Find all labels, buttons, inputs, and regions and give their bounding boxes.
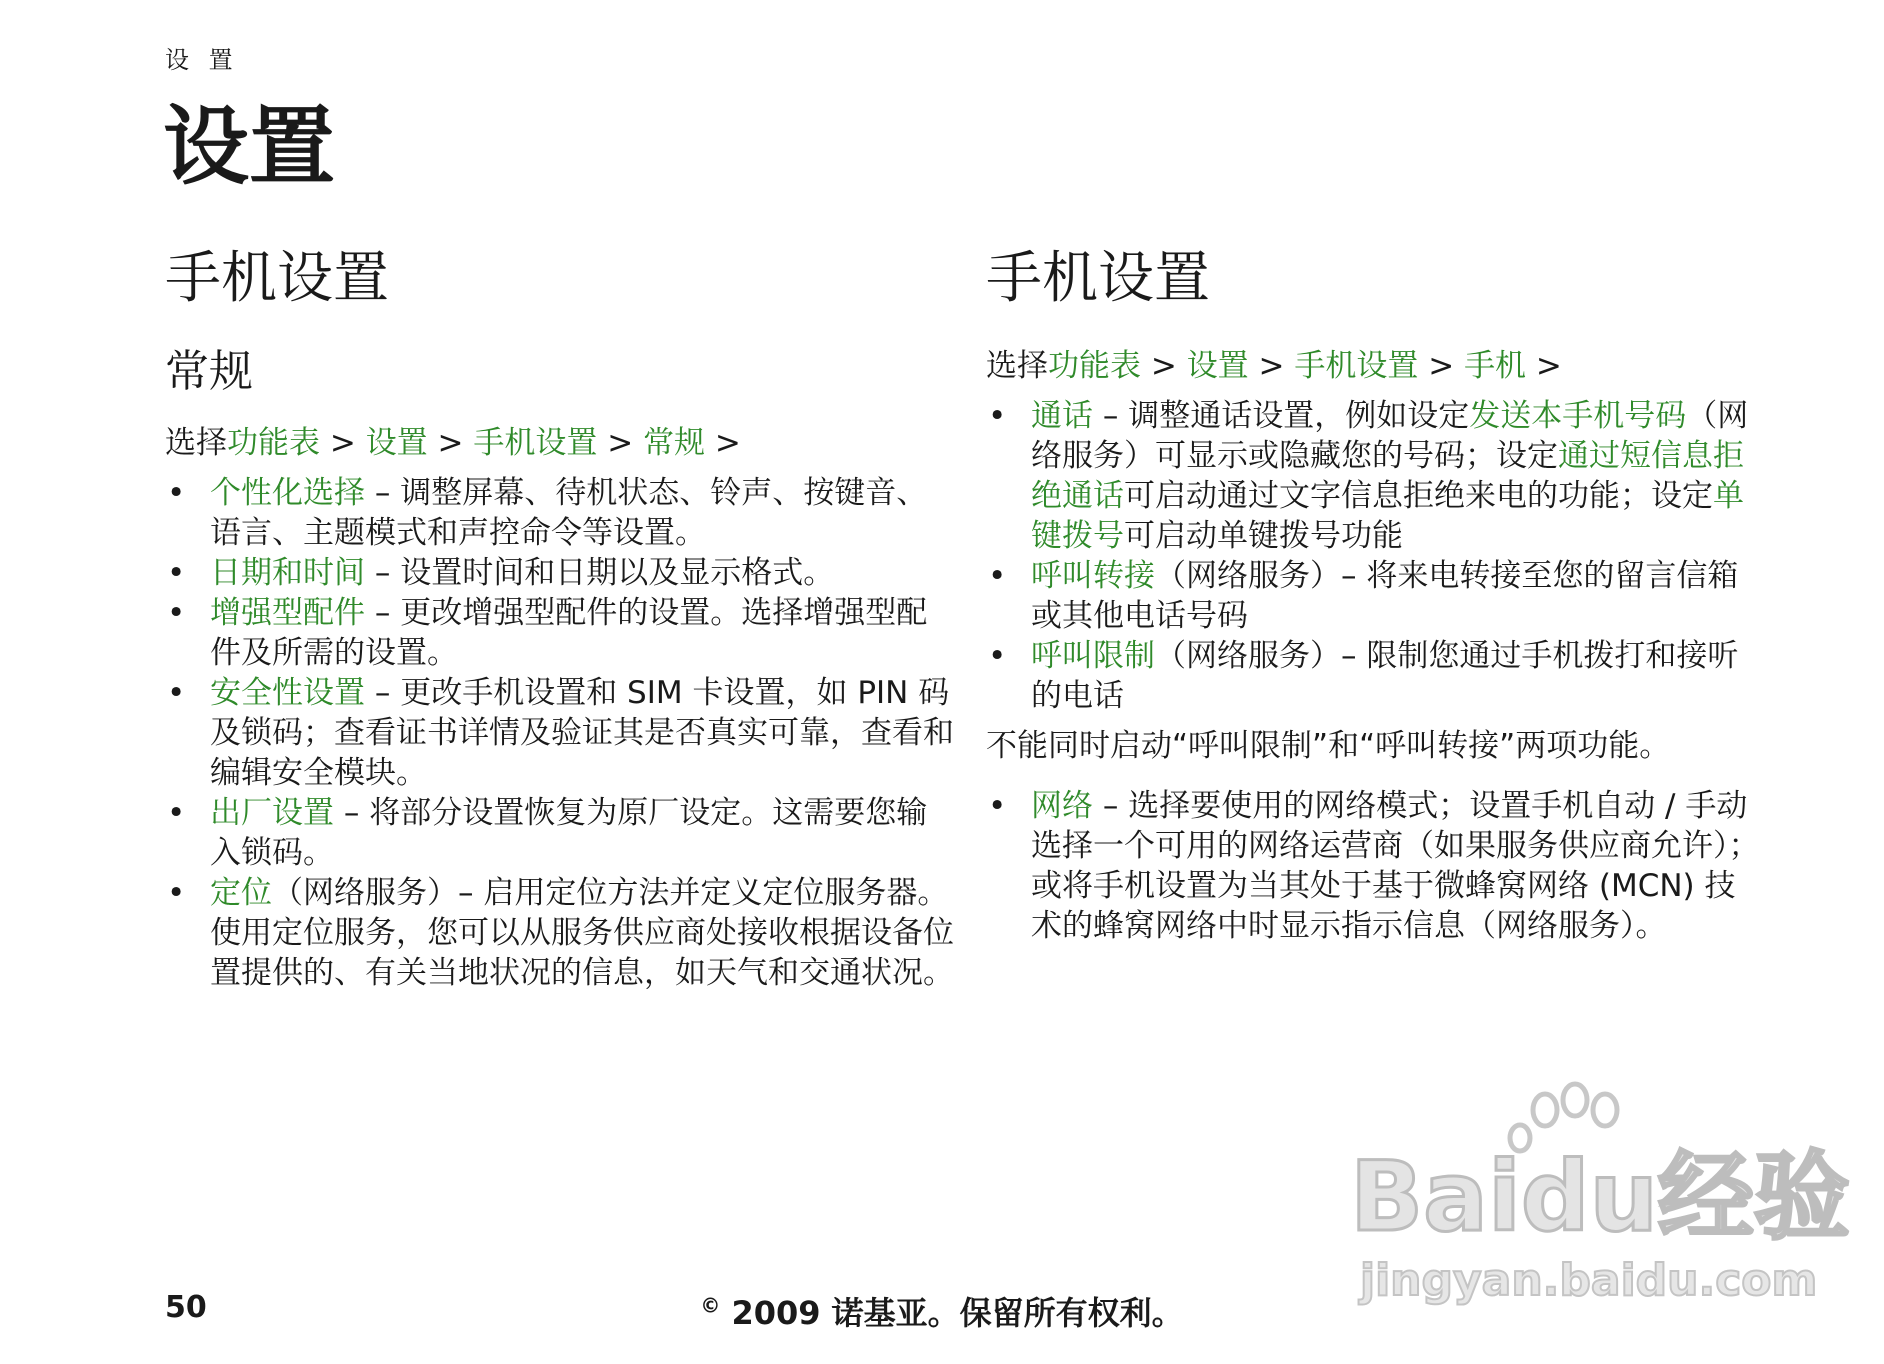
bullet: • (167, 594, 186, 631)
item-text: （网络服务）– 启用定位方法并定义定位服务器。 (272, 874, 949, 911)
copyright-symbol: © (700, 1293, 721, 1318)
item-term: 呼叫限制 (1031, 638, 1155, 675)
bullet: • (167, 674, 186, 711)
list-item (986, 396, 1766, 556)
bullet: • (167, 794, 186, 831)
path-phone-settings: 手机设置 (473, 424, 598, 461)
path-phone: 手机 (1464, 348, 1527, 385)
path-separator: > (320, 424, 366, 461)
copyright-line (0, 1288, 1884, 1334)
path-suffix: > (705, 424, 741, 461)
settings-list (986, 396, 1766, 716)
item-text: – 选择要使用的网络模式；设置手机自动 / 手动选择一个可用的网络运营商（如果服务供应商允许）；或将手机设置为当其处于基于微蜂窝网络 (MCN) 技术的蜂窝网络中时显示指示信息（网络服务）。 (1031, 788, 1760, 945)
path-separator: > (1141, 348, 1187, 385)
path-suffix: > (1526, 348, 1562, 385)
settings-list (986, 786, 1766, 946)
item-text: 可启动单键拨号功能 (1124, 518, 1403, 555)
item-term: 网络 (1031, 788, 1093, 825)
item-text: （网络服务）– 限制您通过手机拨打和接听的电话 (1031, 638, 1739, 715)
path-prefix: 选择 (165, 424, 227, 461)
item-term: 个性化选择 (210, 474, 365, 511)
item-term: 安全性设置 (210, 674, 365, 711)
section-title: 手机设置 (165, 246, 389, 311)
path-settings: 设置 (1186, 348, 1249, 385)
item-option: 通过短信息拒绝通话 (1031, 438, 1744, 515)
item-term: 出厂设置 (210, 794, 334, 831)
item-term: 定位 (210, 874, 272, 911)
list-item (165, 793, 955, 873)
bullet: • (167, 874, 186, 911)
item-text: – 更改增强型配件的设置。选择增强型配件及所需的设置。 (210, 594, 928, 671)
item-term: 日期和时间 (210, 554, 365, 591)
watermark-logo-text: Baidu经验 (1350, 1141, 1850, 1253)
list-item (165, 873, 955, 993)
item-text: – 更改手机设置和 SIM 卡设置，如 PIN 码及锁码；查看证书详情及验证其是否真实可靠，查看和编辑安全模块。 (210, 674, 954, 791)
bullet: • (988, 638, 1007, 675)
bullet: • (988, 398, 1007, 435)
list-item (986, 556, 1766, 636)
item-term: 增强型配件 (210, 594, 365, 631)
list-item (165, 473, 955, 553)
settings-list (165, 473, 955, 993)
sub-title: 常规 (165, 346, 253, 398)
menu-path (165, 423, 955, 463)
list-item (165, 673, 955, 793)
bullet: • (167, 474, 186, 511)
note-paragraph: 不能同时启动“呼叫限制”和“呼叫转接”两项功能。 (986, 728, 1671, 765)
path-menu: 功能表 (1048, 348, 1141, 385)
bullet: • (167, 554, 186, 591)
menu-path (986, 346, 1766, 386)
item-extra-text: 使用定位服务，您可以从服务供应商处接收根据设备位置提供的、有关当地状况的信息，如天气和交通状况。 (210, 914, 954, 991)
path-separator: > (597, 424, 644, 461)
running-head: 设 置 (165, 46, 239, 74)
path-settings: 设置 (365, 424, 428, 461)
path-separator: > (1418, 348, 1465, 385)
bullet: • (988, 788, 1007, 825)
page-number: 50 (165, 1290, 207, 1325)
item-text: – 调整屏幕、待机状态、铃声、按键音、语言、主题模式和声控命令等设置。 (210, 474, 928, 551)
item-option: 发送本手机号码 (1469, 398, 1687, 435)
item-option: 单键拨号 (1031, 478, 1744, 555)
item-text: 可启动通过文字信息拒绝来电的功能；设定 (1124, 478, 1713, 515)
copyright-text: 2009 诺基亚。保留所有权利。 (720, 1294, 1184, 1332)
baidu-watermark-logo (1340, 1080, 1850, 1310)
left-column (165, 245, 955, 993)
list-item (986, 786, 1766, 946)
right-column (986, 245, 1766, 946)
item-text: （网络服务）– 将来电转接至您的留言信箱或其他电话号码 (1031, 558, 1739, 635)
item-term: 呼叫转接 (1031, 558, 1155, 595)
item-text: （网络服务）可显示或隐藏您的号码；设定 (1031, 398, 1749, 475)
path-menu: 功能表 (227, 424, 320, 461)
section-title: 手机设置 (986, 246, 1210, 311)
watermark-url: jingyan.baidu.com (1360, 1255, 1818, 1306)
list-item (986, 636, 1766, 716)
path-phone-settings: 手机设置 (1294, 348, 1419, 385)
item-text: – 将部分设置恢复为原厂设定。这需要您输入锁码。 (210, 794, 928, 871)
bullet: • (988, 558, 1007, 595)
path-prefix: 选择 (986, 348, 1048, 385)
item-text: – 设置时间和日期以及显示格式。 (365, 554, 835, 591)
item-term: 通话 (1031, 398, 1093, 435)
item-text: – 调整通话设置，例如设定 (1093, 398, 1470, 435)
chapter-title: 设置 (163, 97, 335, 197)
path-general: 常规 (643, 424, 706, 461)
list-item (165, 553, 955, 593)
list-item (165, 593, 955, 673)
path-separator: > (427, 424, 474, 461)
path-separator: > (1248, 348, 1295, 385)
